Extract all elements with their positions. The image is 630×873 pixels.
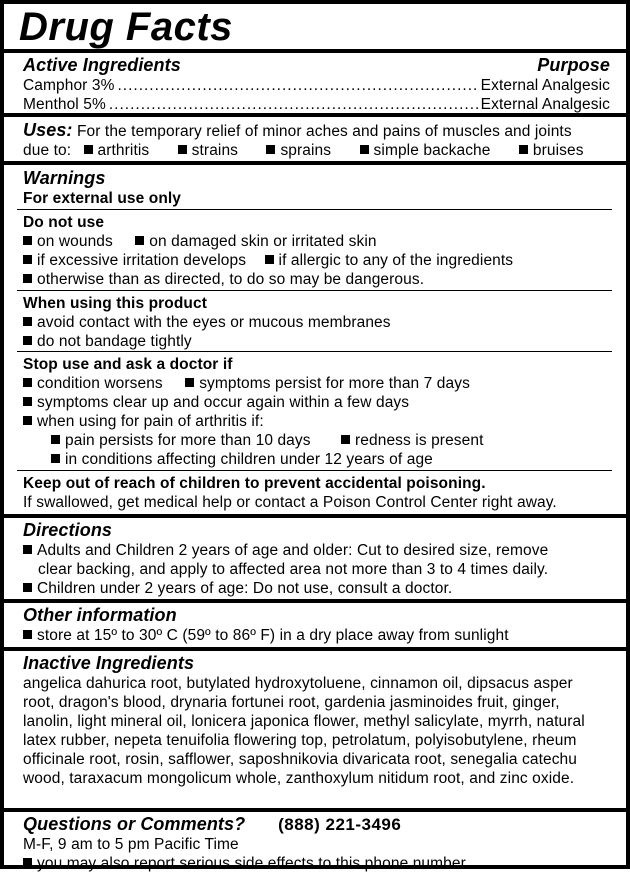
leader-dots (117, 76, 477, 95)
phone-number: (888) 221-3496 (278, 815, 402, 834)
when-using-heading: When using this product (23, 295, 207, 312)
bullet-icon (51, 435, 60, 444)
bullet-icon (23, 858, 32, 867)
uses-item: arthritis (97, 142, 150, 159)
other-information-section (4, 603, 626, 647)
page-title: Drug Facts (19, 5, 233, 49)
bullet-icon (84, 145, 93, 154)
directions-heading: Directions (23, 520, 113, 540)
inactive-ingredients-section (4, 651, 626, 808)
list-item: on damaged skin or irritated skin (149, 233, 377, 250)
uses-due-to: due to: (23, 142, 72, 159)
list-item: pain persists for more than 10 days (65, 432, 311, 449)
ingredient-purpose: External Analgesic (480, 96, 610, 113)
uses-item: simple backache (373, 142, 491, 159)
bullet-icon (23, 274, 32, 283)
bullet-icon (519, 145, 528, 154)
list-item: on wounds (37, 233, 113, 250)
keep-out-section (4, 471, 626, 514)
list-item: otherwise than as directed, to do so may be dangerous. (37, 271, 425, 288)
list-item: symptoms clear up and occur again within a few days (37, 394, 410, 411)
bullet-icon (23, 236, 32, 245)
ingredient-name: Camphor 3% (23, 77, 115, 94)
uses-item: sprains (280, 142, 332, 159)
report-text: you may also report serious side effects to this phone number. (37, 855, 470, 872)
bullet-icon (266, 145, 275, 154)
inactive-ingredients-heading: Inactive Ingredients (23, 653, 195, 673)
warnings-section (4, 165, 626, 209)
bullet-icon (23, 255, 32, 264)
active-ingredients-heading: Active Ingredients (23, 55, 181, 75)
questions-section (4, 812, 626, 873)
bullet-icon (23, 397, 32, 406)
list-item: Children under 2 years of age: Do not use, consult a doctor. (37, 580, 453, 597)
purpose-heading: Purpose (537, 55, 610, 75)
list-item: redness is present (355, 432, 484, 449)
swallowed-text: If swallowed, get medical help or contact a Poison Control Center right away. (23, 494, 557, 511)
bullet-icon (23, 630, 32, 639)
bullet-icon (23, 317, 32, 326)
active-ingredient-row (23, 76, 610, 95)
list-item: condition worsens (37, 375, 163, 392)
bullet-icon (23, 378, 32, 387)
do-not-use-heading: Do not use (23, 214, 105, 231)
bullet-icon (23, 545, 32, 554)
list-item: if excessive irritation develops (37, 252, 247, 269)
list-item: if allergic to any of the ingredients (278, 252, 514, 269)
list-item: do not bandage tightly (37, 333, 192, 350)
uses-item: strains (191, 142, 239, 159)
list-item: symptoms persist for more than 7 days (199, 375, 470, 392)
bullet-icon (23, 583, 32, 592)
active-ingredient-row (23, 95, 610, 114)
stop-use-heading: Stop use and ask a doctor if (23, 356, 233, 373)
uses-list (23, 141, 610, 160)
leader-dots (109, 95, 478, 114)
external-use-only: For external use only (23, 190, 182, 207)
list-item: store at 15º to 30º C (59º to 86º F) in a dry place away from sunlight (37, 627, 509, 644)
inactive-ingredients-text: angelica dahurica root, butylated hydroxytoluene, cinnamon oil, dipsacus asper root, dragon's blood, drynaria fortunei root, gardenia jasminoides fruit, ginger, lanolin, light mineral oil, lonicera japonica flower, methyl salicylate, myrrh, natural latex rubber, nepeta tenuifolia flowering top, petrolatum, polyisobutylene, rheum officinale root, rosin, safflower, saposhnikovia divaricata root, senegalia catechu wood, taraxacum mongolicum whole, zanthoxylum nitidum root, and zinc oxide. (23, 675, 585, 787)
uses-heading: Uses: (23, 120, 73, 140)
bullet-icon (51, 454, 60, 463)
questions-heading: Questions or Comments? (23, 814, 246, 834)
ingredient-name: Menthol 5% (23, 96, 106, 113)
keep-out-warning: Keep out of reach of children to prevent accidental poisoning. (23, 475, 486, 492)
bullet-icon (341, 435, 350, 444)
uses-text: For the temporary relief of minor aches and pains of muscles and joints (76, 123, 572, 140)
bullet-icon (185, 378, 194, 387)
bullet-icon (135, 236, 144, 245)
other-information-heading: Other information (23, 605, 177, 625)
bullet-icon (178, 145, 187, 154)
bullet-icon (23, 336, 32, 345)
bullet-icon (265, 255, 274, 264)
stop-use-section (4, 352, 626, 470)
when-using-section (4, 291, 626, 351)
contact-hours: M-F, 9 am to 5 pm Pacific Time (23, 836, 239, 853)
list-item: avoid contact with the eyes or mucous membranes (37, 314, 391, 331)
warnings-heading: Warnings (23, 168, 106, 188)
bullet-icon (360, 145, 369, 154)
active-ingredients-section (4, 53, 626, 113)
list-item: Adults and Children 2 years of age and older: Cut to desired size, remove clear backing, and apply to affected area not more than 3 to 4 times daily. (37, 542, 549, 578)
ingredient-purpose: External Analgesic (480, 77, 610, 94)
do-not-use-section (4, 210, 626, 290)
directions-section (4, 518, 626, 599)
uses-section (4, 117, 626, 161)
list-item: in conditions affecting children under 12 years of age (65, 451, 433, 468)
list-item: when using for pain of arthritis if: (37, 413, 264, 430)
uses-item: bruises (532, 142, 584, 159)
bullet-icon (23, 416, 32, 425)
